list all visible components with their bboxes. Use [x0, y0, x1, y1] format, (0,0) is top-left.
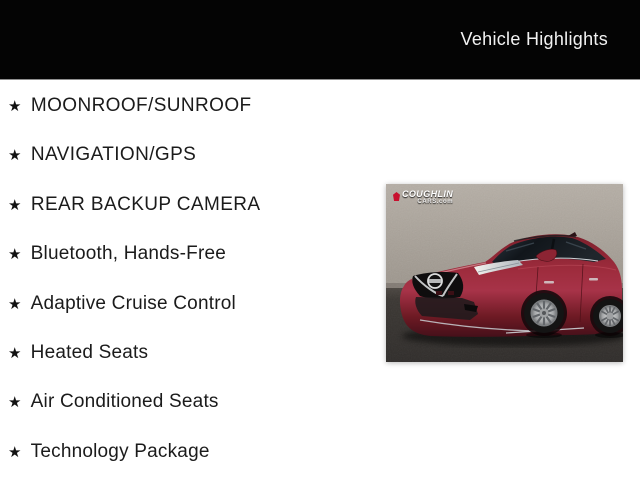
list-item [8, 377, 260, 426]
dealer-name: COUGHLIN [402, 189, 454, 199]
title-banner [0, 0, 640, 80]
highlights-list [8, 81, 260, 476]
door-handle [544, 281, 554, 284]
highlight-label: Technology Package [30, 440, 210, 462]
list-item [8, 81, 260, 130]
star-icon: ★ [8, 196, 22, 214]
list-item [8, 279, 260, 328]
star-icon: ★ [8, 344, 22, 362]
highlight-label: Heated Seats [30, 341, 149, 363]
page-title: Vehicle Highlights [460, 29, 608, 49]
highlight-label: Air Conditioned Seats [30, 391, 219, 413]
dealer-site: CARS.com [417, 199, 454, 205]
door-handle [589, 278, 598, 281]
highlight-label: REAR BACKUP CAMERA [30, 193, 261, 215]
list-item [8, 229, 260, 278]
highlight-label: Bluetooth, Hands-Free [30, 243, 227, 265]
highlight-label: MOONROOF/SUNROOF [30, 95, 252, 116]
list-item [8, 328, 260, 377]
vehicle-photo [386, 184, 623, 362]
dealer-watermark [393, 190, 453, 206]
list-item [8, 180, 260, 229]
highlight-label: NAVIGATION/GPS [30, 144, 197, 166]
star-icon: ★ [8, 147, 22, 165]
red-suv-showroom-illustration [386, 184, 623, 362]
star-icon: ★ [8, 98, 22, 115]
star-icon: ★ [8, 246, 22, 264]
list-item [8, 427, 260, 476]
list-item [8, 130, 260, 179]
star-icon: ★ [8, 394, 22, 412]
highlight-label: Adaptive Cruise Control [30, 292, 236, 314]
star-icon: ★ [8, 295, 22, 313]
coughlin-logo-icon [393, 192, 400, 201]
star-icon: ★ [8, 443, 22, 461]
